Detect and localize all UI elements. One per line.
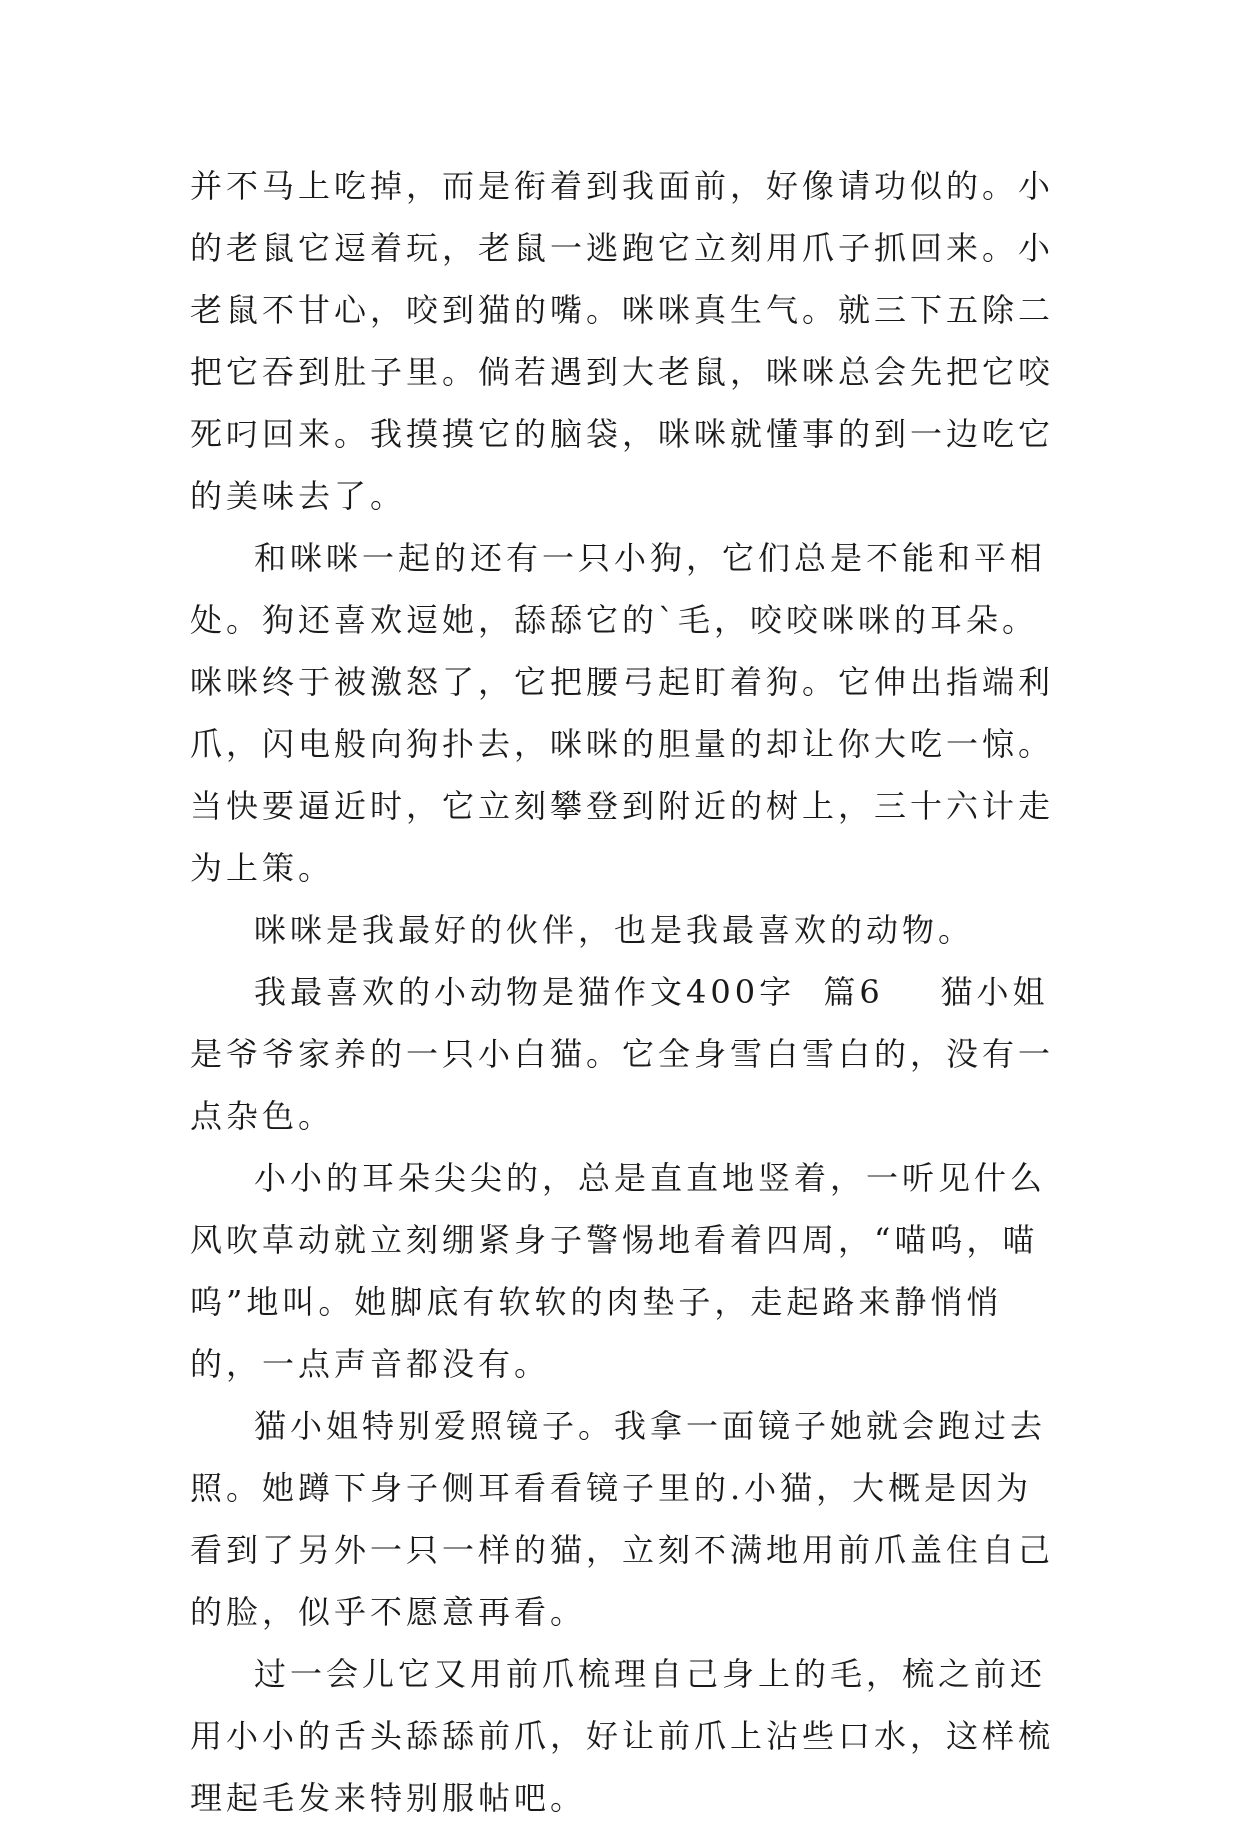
body-text	[190, 155, 1060, 1829]
paragraph-1: 并不马上吃掉，而是衔着到我面前，好像请功似的。小的老鼠它逗着玩，老鼠一逃跑它立刻用爪子抓回来。小老鼠不甘心，咬到猫的嘴。咪咪真生气。就三下五除二把它吞到肚子里。倘若遇到大老鼠，咪咪总会先把它咬死叼回来。我摸摸它的脑袋，咪咪就懂事的到一边吃它的美味去了。	[190, 167, 1055, 515]
paragraph-3: 咪咪是我最好的伙伴，也是我最喜欢的动物。	[254, 911, 975, 949]
paragraph-2: 和咪咪一起的还有一只小狗，它们总是不能和平相处。狗还喜欢逗她，舔舔它的`毛，咬咬咪咪的耳朵。咪咪终于被激怒了，它把腰弓起盯着狗。它伸出指端利爪，闪电般向狗扑去，咪咪的胆量的却让你大吃一惊。当快要逼近时，它立刻攀登到附近的树上，三十六计走为上策。	[190, 539, 1055, 887]
paragraph-7: 过一会儿它又用前爪梳理自己身上的毛，梳之前还用小小的舌头舔舔前爪，好让前爪上沾些口水，这样梳理起毛发来特别服帖吧。	[190, 1655, 1055, 1817]
paragraph-4: 我最喜欢的小动物是猫作文400字 篇6 猫小姐是爷爷家养的一只小白猫。它全身雪白雪白的，没有一点杂色。	[190, 973, 1055, 1135]
paragraph-5: 小小的耳朵尖尖的，总是直直地竖着，一听见什么风吹草动就立刻绷紧身子警惕地看着四周，“喵呜，喵呜”地叫。她脚底有软软的肉垫子，走起路来静悄悄的，一点声音都没有。	[190, 1159, 1047, 1383]
paragraph-6: 猫小姐特别爱照镜子。我拿一面镜子她就会跑过去照。她蹲下身子侧耳看看镜子里的.小猫，大概是因为看到了另外一只一样的猫，立刻不满地用前爪盖住自己的脸，似乎不愿意再看。	[190, 1407, 1055, 1631]
